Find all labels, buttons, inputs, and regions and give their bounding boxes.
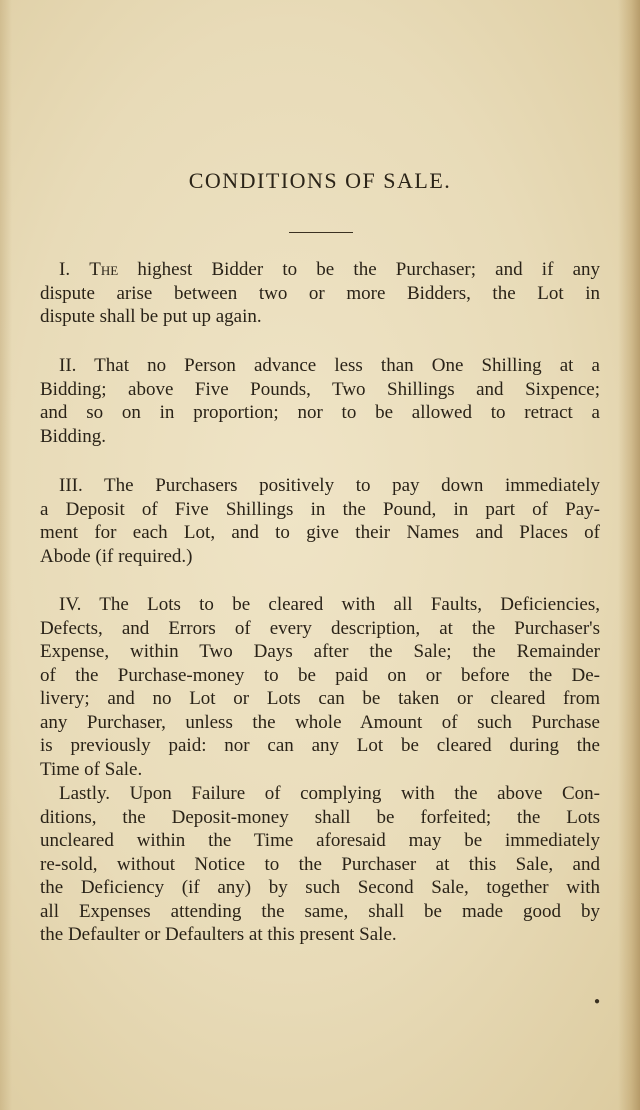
- page-edge-shadow-right: [618, 0, 640, 1110]
- condition-4-line-4: of the Purchase-money to be paid on or before the De-: [40, 664, 600, 686]
- condition-1-line-2: dispute arise between two or more Bidders, the Lot in: [40, 282, 600, 304]
- condition-3-line-1: III. The Purchasers positively to pay down immediately: [59, 475, 600, 496]
- condition-2-line-4: Bidding.: [40, 425, 106, 447]
- condition-lastly-line-1: Lastly. Upon Failure of complying with the above Con-: [59, 783, 600, 804]
- title-divider: [289, 232, 353, 233]
- condition-3: [40, 474, 600, 568]
- condition-4-line-1: IV. The Lots to be cleared with all Faults, Deficiencies,: [59, 594, 600, 615]
- condition-3-number: III.: [59, 475, 83, 496]
- condition-lastly-line-5: the Deficiency (if any) by such Second Sale, together with: [40, 877, 600, 898]
- condition-lastly: [40, 782, 600, 947]
- condition-lastly-line-4: re-sold, without Notice to the Purchaser at this Sale, and: [40, 853, 600, 875]
- condition-4: [40, 593, 600, 781]
- condition-lastly-line-7: the Defaulter or Defaulters at this present Sale.: [40, 924, 397, 945]
- condition-1-lead: The: [89, 259, 119, 280]
- condition-1-line-1: I. The highest Bidder to be the Purchaser; and if any: [59, 259, 601, 280]
- condition-4-line-6: any Purchaser, unless the whole Amount of such Purchase: [40, 711, 600, 733]
- condition-1: [40, 258, 600, 329]
- ink-speck: ●: [594, 996, 601, 1007]
- condition-3-line-2: a Deposit of Five Shillings in the Pound, in part of Pay-: [40, 498, 600, 520]
- condition-2-line-1: II. That no Person advance less than One Shilling at a: [59, 355, 600, 376]
- condition-4-number: IV.: [59, 594, 82, 615]
- condition-1-number: I.: [59, 259, 71, 280]
- page-title: CONDITIONS OF SALE.: [188, 168, 452, 193]
- condition-2-line-3: and so on in proportion; nor to be allowed to retract a: [40, 402, 600, 423]
- condition-4-line-8: Time of Sale.: [40, 758, 143, 780]
- condition-lastly-line-6: all Expenses attending the same, shall be made good by: [40, 900, 600, 922]
- condition-3-line-4: Abode (if required.): [40, 545, 193, 567]
- condition-2-number: II.: [59, 355, 77, 376]
- condition-4-line-2: Defects, and Errors of every description, at the Purchaser's: [40, 617, 600, 639]
- condition-1-line-3: dispute shall be put up again.: [40, 306, 262, 327]
- condition-2-line-2: Bidding; above Five Pounds, Two Shillings and Sixpence;: [40, 378, 600, 400]
- condition-3-line-3: ment for each Lot, and to give their Names and Places of: [40, 522, 600, 543]
- condition-4-line-3: Expense, within Two Days after the Sale; the Remainder: [40, 641, 600, 662]
- condition-lastly-line-2: ditions, the Deposit-money shall be forfeited; the Lots: [40, 806, 600, 828]
- condition-2: [40, 354, 600, 448]
- condition-4-line-5: livery; and no Lot or Lots can be taken or cleared from: [40, 688, 600, 709]
- page-edge-shadow-left: [0, 0, 12, 1110]
- condition-lastly-line-3: uncleared within the Time aforesaid may be immediately: [40, 830, 600, 851]
- condition-lastly-label: Lastly.: [59, 783, 111, 804]
- condition-4-line-7: is previously paid: nor can any Lot be cleared during the: [40, 735, 600, 756]
